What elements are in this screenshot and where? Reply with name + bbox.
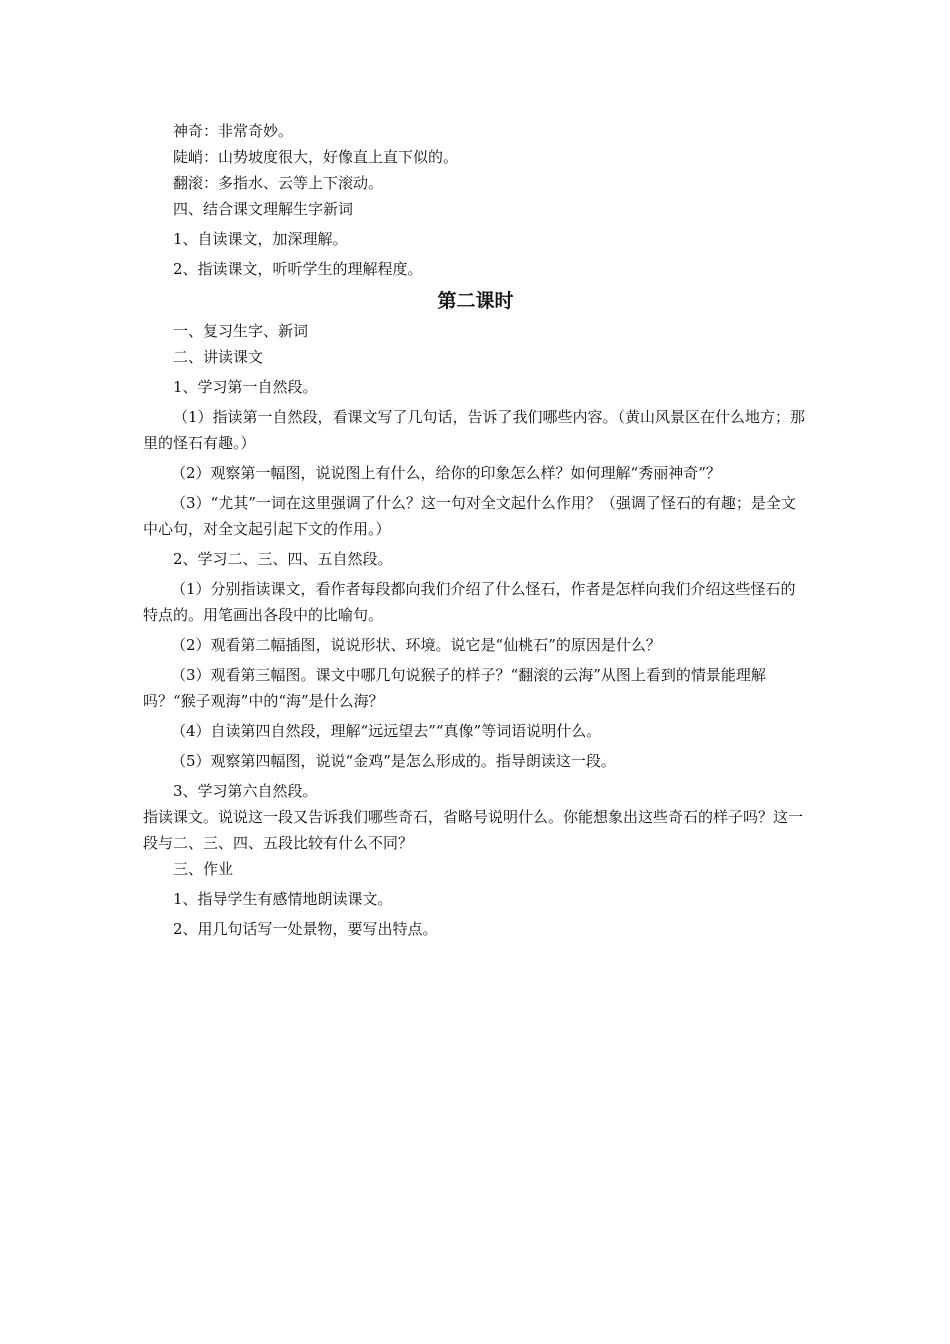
item-paragraph-6: 3、学习第六自然段。 <box>173 782 318 800</box>
item-paragraph-1: 1、学习第一自然段。 <box>173 378 318 396</box>
definition-shenqi: 神奇：非常奇妙。 <box>173 122 294 140</box>
homework-item-1: 1、指导学生有感情地朗读课文。 <box>173 890 393 908</box>
item-paragraph-2-5-q2: （2）观看第二幅插图，说说形状、环境。说它是“仙桃石”的原因是什么？ <box>171 636 661 654</box>
section-reading: 二、讲读课文 <box>173 348 264 366</box>
item-paragraph-2-5-q4: （4）自读第四自然段，理解“远远望去”“真像”等词语说明什么。 <box>171 722 602 740</box>
section-review: 一、复习生字、新词 <box>173 322 309 340</box>
step-item-1: 1、自读课文，加深理解。 <box>173 230 348 248</box>
definition-fangun: 翻滚：多指水、云等上下滚动。 <box>173 174 384 192</box>
item-paragraph-6-text: 指读课文。说说这一段又告诉我们哪些奇石，省略号说明什么。你能想象出这些奇石的样子吗？这一段与二、三、四、五段比较有什么不同？ <box>143 808 804 852</box>
lesson-heading: 第二课时 <box>437 290 514 312</box>
item-paragraph-1-q2: （2）观察第一幅图，说说图上有什么，给你的印象怎么样？如何理解“秀丽神奇”？ <box>171 464 721 482</box>
definition-douqiao: 陡峭：山势坡度很大，好像直上直下似的。 <box>173 148 459 166</box>
document-page <box>143 118 808 942</box>
step-item-2: 2、指读课文，听听学生的理解程度。 <box>173 260 423 278</box>
step-heading-four: 四、结合课文理解生字新词 <box>173 200 354 218</box>
item-paragraph-1-q3: （3）“尤其”一词在这里强调了什么？这一句对全文起什么作用？（强调了怪石的有趣；是全文中心句，对全文起引起下文的作用。） <box>143 494 796 538</box>
section-homework: 三、作业 <box>173 860 234 878</box>
item-paragraph-2-5-q1: （1）分别指读课文，看作者每段都向我们介绍了什么怪石，作者是怎样向我们介绍这些怪石的特点的。用笔画出各段中的比喻句。 <box>143 580 796 624</box>
item-paragraph-1-q1: （1）指读第一自然段，看课文写了几句话，告诉了我们哪些内容。（黄山风景区在什么地方；那里的怪石有趣。） <box>143 408 806 452</box>
homework-item-2: 2、用几句话写一处景物，要写出特点。 <box>173 920 438 938</box>
item-paragraph-2-5-q5: （5）观察第四幅图，说说“金鸡”是怎么形成的。指导朗读这一段。 <box>171 752 616 770</box>
item-paragraph-2-5-q3: （3）观看第三幅图。课文中哪几句说猴子的样子？“翻滚的云海”从图上看到的情景能理解吗？“猴子观海”中的“海”是什么海？ <box>143 666 766 710</box>
item-paragraph-2-5: 2、学习二、三、四、五自然段。 <box>173 550 393 568</box>
